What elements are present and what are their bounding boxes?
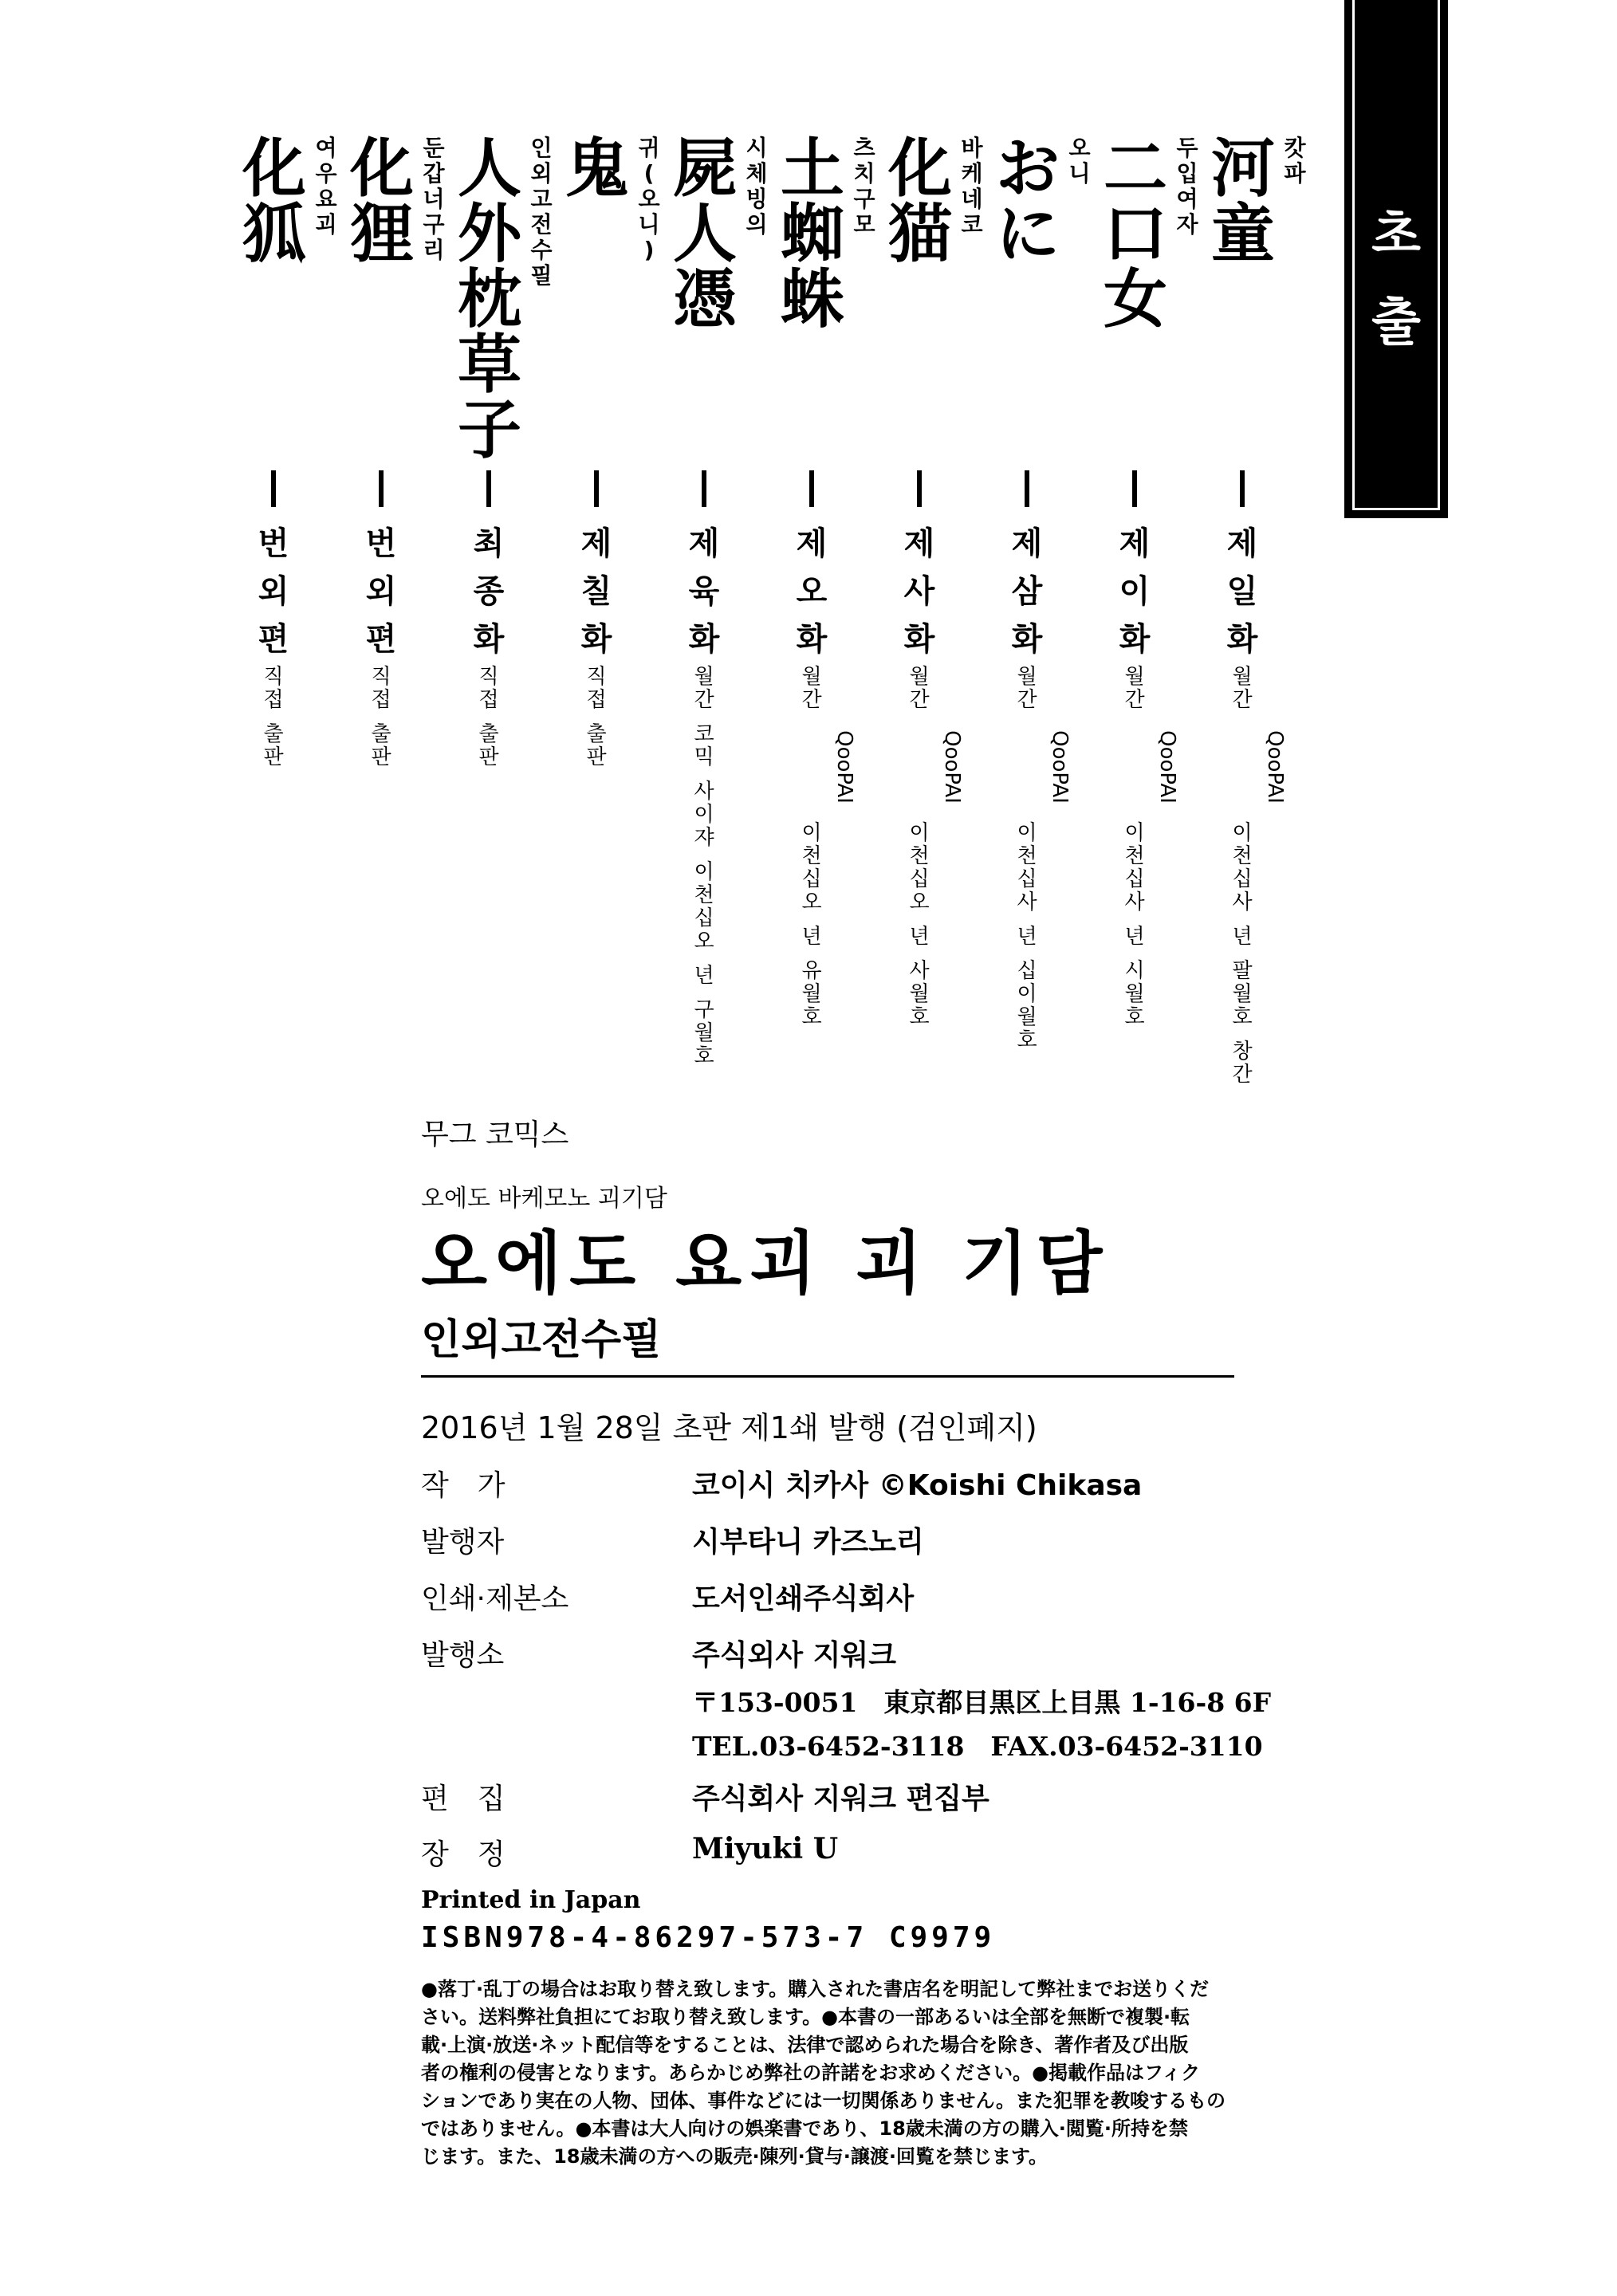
chapter-dash (486, 470, 491, 507)
section-tab (1344, 0, 1448, 518)
chapter-dash (271, 470, 276, 507)
chapter-dash (1132, 470, 1137, 507)
chapter-source: 월 간 QooPAI 이 천 십 오 년 유 월 호 (801, 665, 856, 1029)
chapter-episode: 번 외 편 (365, 525, 397, 658)
info-row-printer (421, 1576, 1298, 1624)
info-row-publisher (421, 1520, 1298, 1567)
publisher-address: 〒153-0051 東京都目黒区上目黒 1-16-8 6F (692, 1687, 1272, 1718)
chapter-column (453, 0, 557, 1052)
chapter-title-kanji: 人 外 枕 草 子 (458, 131, 521, 467)
chapter-column (668, 0, 772, 1068)
chapter-dash (1240, 470, 1245, 507)
info-label: 편 집 (421, 1783, 506, 1815)
chapter-episode: 제 사 화 (903, 525, 935, 658)
section-tab-label: 초 출 (1371, 206, 1421, 352)
notice-line: 者の権利の侵害となります。あらかじめ弊社の許諾をお求めください。●掲載作品はフィク (421, 2062, 1201, 2084)
chapter-episode: 제 이 화 (1119, 525, 1151, 658)
info-label: 발행소 (421, 1639, 505, 1672)
chapter-title-kanji: 化 猫 (888, 131, 952, 271)
chapter-title-kanji: 化 狸 (350, 131, 414, 271)
chapter-title-reading: 시 체 빙 의 (746, 135, 768, 238)
info-value: 코이시 치카사 ©Koishi Chikasa (692, 1469, 1143, 1502)
notice-line: ●落丁·乱丁の場合はお取り替え致します。購入された書店名を明記して弊社までお送りくだ (421, 1978, 1210, 2000)
chapter-source: 월 간 QooPAI 이 천 십 사 년 십 이 월 호 (1017, 665, 1072, 1052)
info-row-editor (421, 1776, 1298, 1824)
chapter-column (776, 0, 879, 1052)
chapter-title-reading: 바 케 네 코 (961, 135, 983, 238)
chapter-column (883, 0, 987, 1052)
info-value: 시부타니 카즈노리 (692, 1526, 924, 1559)
info-label: 장 정 (421, 1838, 506, 1871)
chapter-title-kanji: 化 狐 (242, 131, 306, 271)
chapter-title-reading: 캇 파 (1284, 135, 1306, 187)
chapter-title-kanji: お に (996, 131, 1060, 271)
chapter-source: 월 간 QooPAI 이 천 십 사 년 팔 월 호 창 간 (1232, 665, 1287, 1087)
chapter-episode: 제 삼 화 (1011, 525, 1043, 658)
info-value: 주식외사 지워크 (692, 1639, 896, 1672)
chapter-dash (1025, 470, 1029, 507)
chapter-column (1206, 0, 1310, 1087)
chapter-source: 직 접 출 판 (371, 665, 391, 769)
info-label: 작 가 (421, 1469, 506, 1502)
chapter-title-kanji: 二 口 女 (1104, 131, 1167, 336)
chapter-column (561, 0, 664, 1052)
chapter-title-reading: 귀 ( 오 니 ) (638, 135, 660, 263)
chapter-episode: 제 일 화 (1226, 525, 1258, 658)
chapter-episode: 제 칠 화 (580, 525, 612, 658)
info-value: 도서인쇄주식회사 (692, 1582, 915, 1615)
chapter-dash (594, 470, 599, 507)
chapter-source: 월 간 QooPAI 이 천 십 사 년 시 월 호 (1124, 665, 1179, 1029)
chapter-title-reading: 츠 치 구 모 (853, 135, 875, 238)
divider (421, 1375, 1234, 1378)
notice-line: ションであり実在の人物、団体、事件などには一切関係ありません。また犯罪を教唆するもの (421, 2090, 1226, 2112)
chapter-column (991, 0, 1095, 1052)
chapter-source: 월 간 QooPAI 이 천 십 오 년 사 월 호 (909, 665, 964, 1029)
chapter-dash (379, 470, 384, 507)
chapter-title-reading: 두 입 여 자 (1176, 135, 1198, 238)
book-title: 오에도 요괴 괴 기담 (421, 1224, 1111, 1303)
publisher-tel-fax: TEL.03-6452-3118 FAX.03-6452-3110 (692, 1731, 1263, 1762)
info-row-publishing-house (421, 1633, 1298, 1681)
chapter-episode: 제 육 화 (688, 525, 720, 658)
chapter-column (345, 0, 449, 1052)
chapter-title-kanji: 鬼 (565, 131, 629, 206)
notice-line: ではありません。●本書は大人向けの娯楽書であり、18歳未満の方の購入·閲覧·所持を禁 (421, 2117, 1189, 2140)
info-label: 인쇄·제본소 (421, 1582, 569, 1615)
chapter-title-reading: 여 우 요 괴 (315, 135, 337, 238)
chapter-dash (809, 470, 814, 507)
chapter-title-reading: 오 니 (1068, 135, 1091, 187)
chapter-episode: 최 종 화 (473, 525, 505, 658)
chapter-source: 직 접 출 판 (586, 665, 607, 769)
chapter-source: 월 간 코 믹 사 이 쟈 이 천 십 오 년 구 월 호 (694, 665, 714, 1068)
printed-in: Printed in Japan (421, 1886, 641, 1914)
chapter-episode: 제 오 화 (796, 525, 828, 658)
info-row-author (421, 1463, 1298, 1511)
series-name: 무그 코믹스 (421, 1119, 569, 1151)
book-title-secondary: 인외고전수필 (421, 1316, 662, 1364)
chapter-title-kanji: 土 蜘 蛛 (781, 131, 844, 336)
info-row-design (421, 1832, 1298, 1880)
chapter-title-kanji: 河 童 (1211, 131, 1275, 271)
chapter-dash (917, 470, 922, 507)
notice-line: 載·上演·放送·ネット配信等をすることは、法律で認められた場合を除き、著作者及び出版 (421, 2034, 1189, 2056)
book-subtitle: 오에도 바케모노 괴기담 (421, 1185, 667, 1213)
chapter-column (238, 0, 341, 1052)
chapter-dash (702, 470, 706, 507)
chapter-episode: 번 외 편 (258, 525, 289, 658)
notice-line: さい。送料弊社負担にてお取り替え致します。●本書の一部あるいは全部を無断で複製·転 (421, 2006, 1190, 2028)
legal-notice (421, 1976, 1234, 2171)
publication-date: 2016년 1월 28일 초판 제1쇄 발행 (검인폐지) (421, 1410, 1037, 1445)
info-label: 발행자 (421, 1526, 505, 1559)
chapter-title-reading: 인 외 고 전 수 필 (530, 135, 553, 289)
chapter-title-reading: 둔 갑 너 구 리 (423, 135, 445, 263)
chapter-title-kanji: 屍 人 憑 (673, 131, 737, 336)
notice-line: じます。また、18歳未満の方への販売·陳列·貸与·譲渡·回覧を禁じます。 (421, 2145, 1048, 2168)
chapter-source: 직 접 출 판 (478, 665, 499, 769)
isbn: ISBN978-4-86297-573-7 C9979 (421, 1921, 996, 1954)
info-value: Miyuki U (692, 1832, 839, 1866)
chapter-column (1099, 0, 1202, 1052)
chapter-source: 직 접 출 판 (263, 665, 284, 769)
info-value: 주식회사 지워크 편집부 (692, 1783, 989, 1815)
